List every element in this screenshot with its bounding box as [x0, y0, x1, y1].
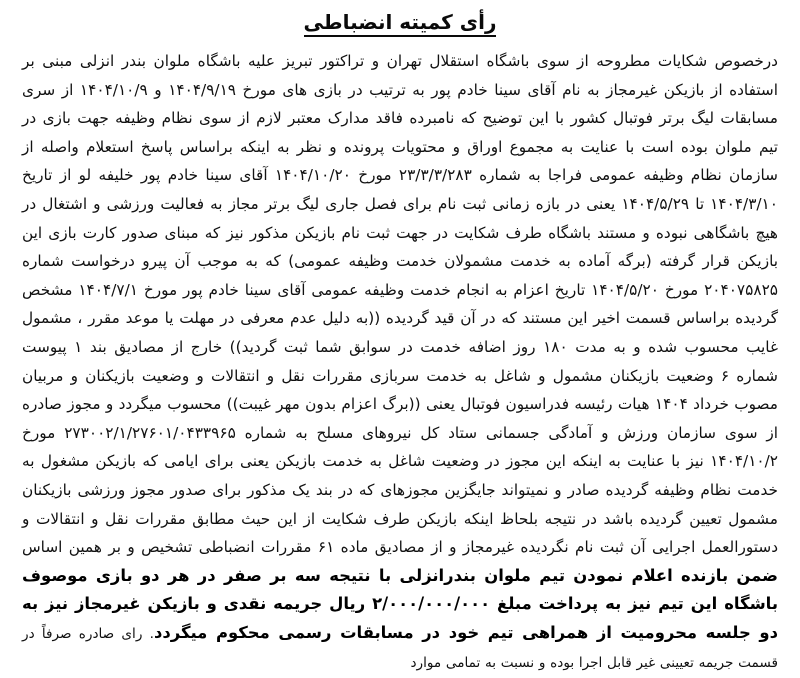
page-title	[22, 10, 778, 37]
page-title-text: رأی کمیته انضباطی	[304, 10, 497, 37]
ruling-body	[22, 47, 778, 678]
ruling-verdict-text: ضمن بازنده اعلام نمودن تیم ملوان بندرانزلی با نتیجه سه بر صفر در هر دو بازی موصوف باشگاه این تیم نیز به پرداخت مبلغ ۲/۰۰۰/۰۰۰/۰۰۰ ریال جریمه نقدی و بازیکن غیرمجاز نیز به دو جلسه محرومیت از همراهی تیم خود در مسابقات رسمی محکوم میگردد	[22, 565, 778, 642]
ruling-narrative-text: درخصوص شکایات مطروحه از سوی باشگاه استقلال تهران و تراکتور تبریز علیه باشگاه ملوان بندر انزلی مبنی بر استفاده از بازیکن غیرمجاز به نام آقای سینا خادم پور به ترتیب در بازی های مورخ ۱۴۰۴/۹/۱۹ و ۱۴۰۴/۱۰/۹ از سری مسابقات لیگ برتر فوتبال کشور با این توضیح که نامبرده فاقد مدارک معتبر لازم از سوی نظام وظیفه جهت بازی در تیم ملوان بوده است با عنایت به مجموع اوراق و محتویات پرونده و نظر به اینکه براساس پاسخ استعلام واصله از سازمان نظام وظیفه عمومی فراجا به شماره ۲۳/۳/۳/۲۸۳ مورخ ۱۴۰۴/۱۰/۲۰ آقای سینا خادم پور خلیفه لو از تاریخ ۱۴۰۴/۳/۱۰ تا ۱۴۰۴/۵/۲۹ یعنی در بازه زمانی ثبت نام برای فصل جاری لیگ برتر مجاز به فعالیت ورزشی و اشتغال در هیچ باشگاهی نبوده و مستند باشگاه طرف شکایت در جهت ثبت نام بازیکن مذکور نیز که مبنای صدور کارت بازی این بازیکن قرار گرفته (برگه آماده به خدمت مشمولان خدمت وظیفه عمومی) که به موجب آن پیرو درخواست شماره ۲۰۴۰۷۵۸۲۵ مورخ ۱۴۰۴/۵/۲۰ تاریخ اعزام به انجام خدمت وظیفه عمومی آقای سینا خادم پور مورخ ۱۴۰۴/۷/۱ مشخص گردیده براساس قسمت اخیر این مستند که در آن قید گردیده ((به دلیل عدم معرفی در مهلت یا موعد مقرر ، مشمول غایب محسوب شده و به مدت ۱۸۰ روز اضافه خدمت در سوابق شما ثبت گردید)) خارج از مصادیق بند ۱ پیوست شماره ۶ وضعیت بازیکنان مشمول و شاغل به خدمت سربازی مقررات نقل و انتقالات و وضعیت بازیکنان و مربیان مصوب خرداد ۱۴۰۴ هیات رئیسه فدراسیون فوتبال یعنی ((برگ اعزام بدون مهر غیبت)) محسوب میگردد و مجوز صادره از سوی سازمان ورزش و آمادگی جسمانی ستاد کل نیروهای مسلح به شماره ۲۷۳۰۰۲/۱/۲۷۶۰۱/۰۴۳۳۹۶۵ مورخ ۱۴۰۴/۱۰/۲ نیز با عنایت به اینکه این مجوز در وضعیت شاغل به خدمت بازیکن یعنی برای ایامی که بازیکن مشغول به خدمت نظام وظیفه گردیده صادر و نمیتواند جایگزین مجوزهای که در بند یک مذکور برای صدور مجوز ورزشی بازیکنان مشمول تعیین گردیده باشد در نتیجه بلحاظ اینکه بازیکن طرف شکایت از این حیث مطابق مقررات نقل و انتقالات و دستورالعمل اجرایی آن ثبت نام نگردیده غیرمجاز و از مصادیق ماده ۶۱ مقررات انضباطی تشخیص و بر همین اساس	[22, 52, 779, 557]
ruling-paragraph	[22, 47, 778, 678]
ruling-footnote-text: . رای صادره صرفاً در قسمت جریمه تعیینی غیر قابل اجرا بوده و نسبت به تمامی موارد	[22, 625, 778, 672]
